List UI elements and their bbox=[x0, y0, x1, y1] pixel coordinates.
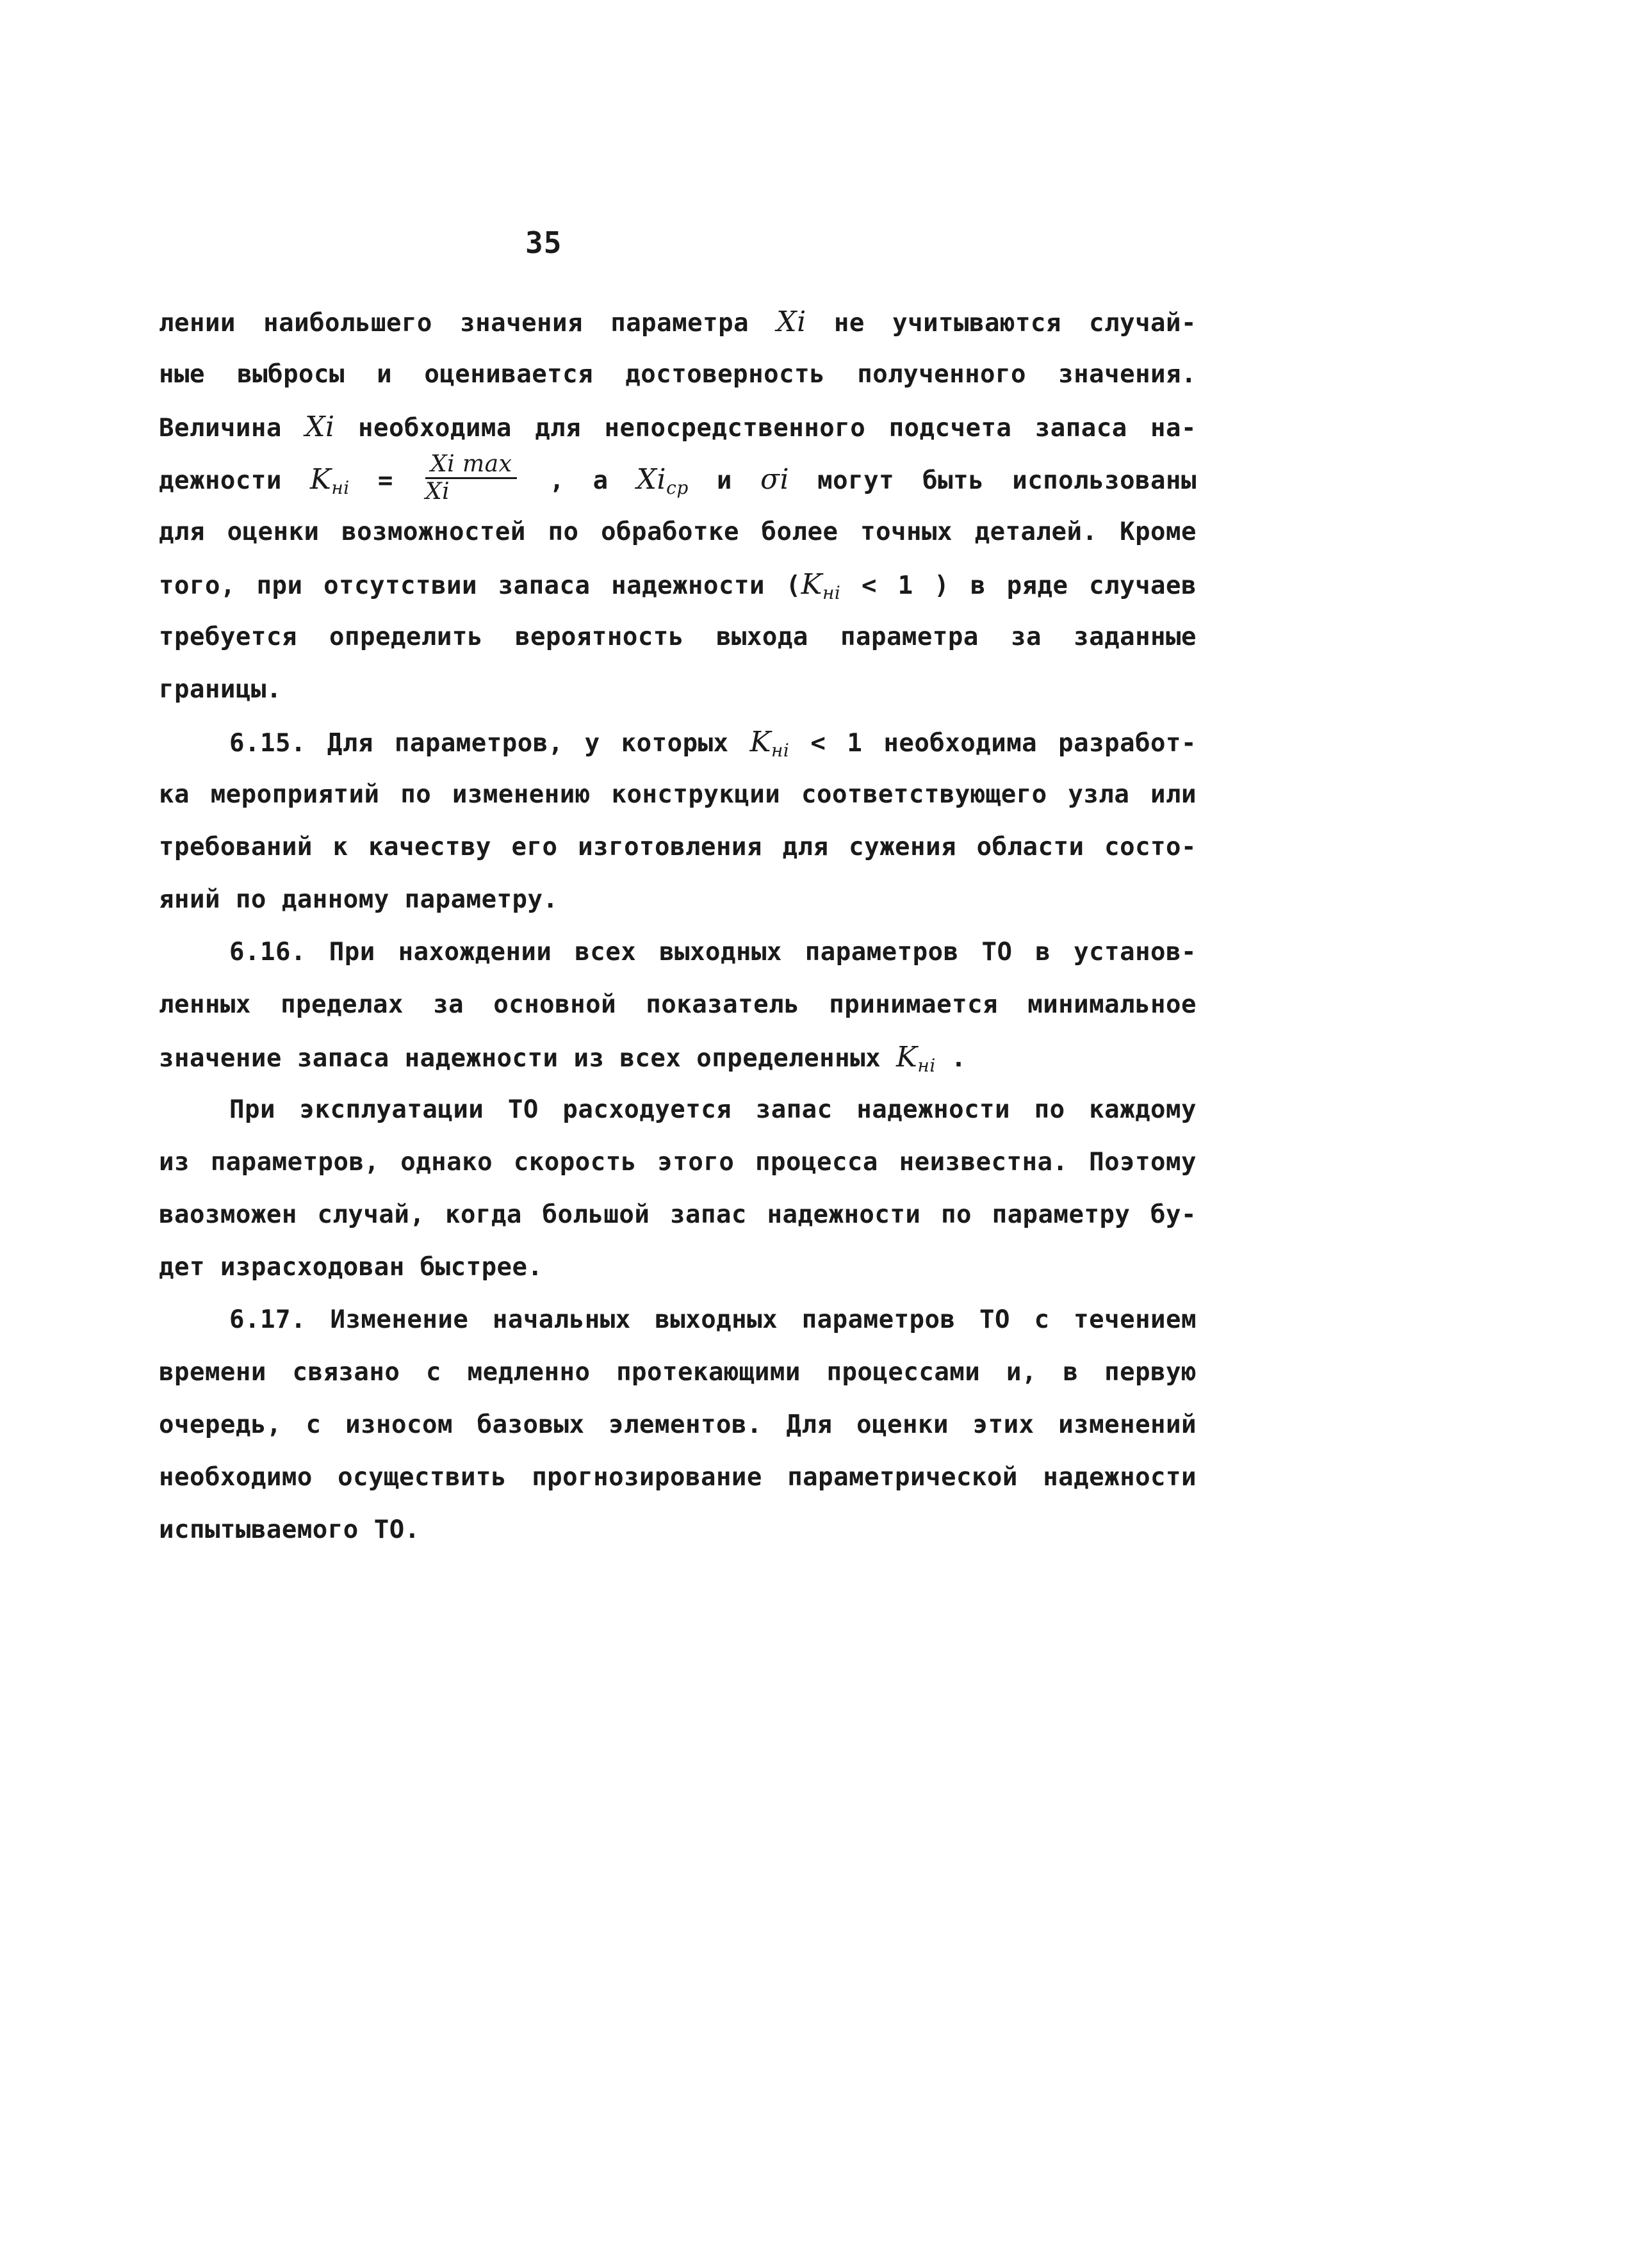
line-text: Величина bbox=[159, 414, 306, 443]
line-text: того, при отсутствии запаса надежности ( bbox=[159, 571, 801, 600]
text-line bbox=[159, 1399, 1197, 1451]
text-line bbox=[159, 1189, 1197, 1241]
line-text: ные выбросы и оценивается достоверность полученного значения. bbox=[159, 360, 1197, 389]
line-text: требуется определить вероятность выхода параметра за заданные bbox=[159, 623, 1197, 651]
line-text: могут быть использованы bbox=[789, 466, 1197, 495]
line-text: не учитываются случай- bbox=[806, 309, 1197, 338]
line-text: ка мероприятий по изменению конструкции соответствующего узла или bbox=[159, 780, 1197, 809]
line-text: дет израсходован быстрее. bbox=[159, 1253, 543, 1282]
text-line bbox=[159, 1504, 1197, 1556]
line-text: 6.17. Изменение начальных выходных параметров ТО с течением bbox=[229, 1305, 1197, 1334]
fraction-numerator: Xi max bbox=[425, 453, 518, 479]
line-text: очередь, с износом базовых элементов. Для оценки этих изменений bbox=[159, 1410, 1197, 1439]
math-symbol: K bbox=[801, 568, 822, 601]
line-text: яний по данному параметру. bbox=[159, 885, 559, 914]
line-text: необходима для непосредственного подсчета запаса на- bbox=[334, 414, 1197, 443]
line-text: необходимо осуществить прогнозирование параметрической надежности bbox=[159, 1463, 1197, 1492]
text-line bbox=[159, 506, 1197, 559]
text-line bbox=[159, 769, 1197, 821]
text-line bbox=[159, 559, 1197, 611]
line-text: требований к качеству его изготовления для сужения области состо- bbox=[159, 833, 1197, 861]
line-text: . bbox=[935, 1044, 967, 1073]
text-line bbox=[159, 1031, 1197, 1084]
math-subscript: нi bbox=[331, 477, 350, 498]
line-text: 6.16. При нахождении всех выходных параметров ТО в установ- bbox=[229, 938, 1197, 967]
line-text: из параметров, однако скорость этого процесса неизвестна. Поэтому bbox=[159, 1148, 1197, 1177]
paragraph-start-exploitation bbox=[159, 1084, 1197, 1136]
line-text: ленных пределах за основной показатель принимается минимальное bbox=[159, 990, 1197, 1019]
text-line bbox=[159, 1241, 1197, 1294]
text-line bbox=[159, 453, 1197, 506]
paragraph-start-6-16 bbox=[159, 926, 1197, 979]
line-text: испытываемого ТО. bbox=[159, 1515, 420, 1544]
math-subscript: нi bbox=[771, 740, 790, 761]
math-operator: = bbox=[349, 466, 421, 495]
line-text: дежности bbox=[159, 466, 310, 495]
math-symbol: K bbox=[896, 1041, 918, 1073]
line-text: При эксплуатации ТО расходуется запас надежности по каждому bbox=[229, 1095, 1197, 1124]
text-line bbox=[159, 1346, 1197, 1399]
line-text: лении наибольшего значения параметра bbox=[159, 309, 777, 338]
math-operator: < 1 bbox=[840, 571, 913, 600]
text-line bbox=[159, 1451, 1197, 1504]
math-symbol: σi bbox=[760, 463, 790, 496]
line-text: и bbox=[688, 466, 760, 495]
math-subscript: нi bbox=[917, 1055, 936, 1076]
paragraph-start-6-17 bbox=[159, 1294, 1197, 1346]
math-symbol: Xi bbox=[305, 411, 335, 443]
fraction bbox=[425, 453, 518, 503]
text-line bbox=[159, 401, 1197, 453]
math-operator: < 1 bbox=[789, 729, 863, 758]
line-text: для оценки возможностей по обработке более точных деталей. Кроме bbox=[159, 518, 1197, 546]
math-symbol: Xi bbox=[776, 306, 806, 338]
line-text: ваозможен случай, когда большой запас надежности по параметру бу- bbox=[159, 1200, 1197, 1229]
line-text: , а bbox=[521, 466, 637, 495]
page-number: 35 bbox=[525, 225, 562, 260]
line-text: времени связано с медленно протекающими процессами и, в первую bbox=[159, 1358, 1197, 1387]
line-text: ) в ряде случаев bbox=[913, 571, 1197, 600]
document-body bbox=[159, 296, 1197, 1556]
math-subscript: нi bbox=[822, 582, 841, 603]
fraction-denominator: Xi bbox=[425, 478, 450, 505]
paragraph-start-6-15 bbox=[159, 716, 1197, 769]
text-line bbox=[159, 979, 1197, 1031]
math-subscript: ср bbox=[666, 477, 689, 498]
line-text: необходима разработ- bbox=[862, 729, 1197, 758]
text-line bbox=[159, 874, 1197, 926]
math-symbol: K bbox=[309, 463, 332, 496]
text-line bbox=[159, 821, 1197, 874]
line-text: границы. bbox=[159, 675, 282, 704]
text-line bbox=[159, 611, 1197, 664]
line-text: значение запаса надежности из всех определенных bbox=[159, 1044, 897, 1073]
text-line bbox=[159, 1136, 1197, 1189]
line-text: 6.15. Для параметров, у которых bbox=[229, 729, 750, 758]
math-symbol: Xi bbox=[636, 463, 667, 496]
math-symbol: K bbox=[749, 726, 771, 758]
text-line bbox=[159, 296, 1197, 348]
text-line bbox=[159, 348, 1197, 401]
text-line bbox=[159, 664, 1197, 716]
